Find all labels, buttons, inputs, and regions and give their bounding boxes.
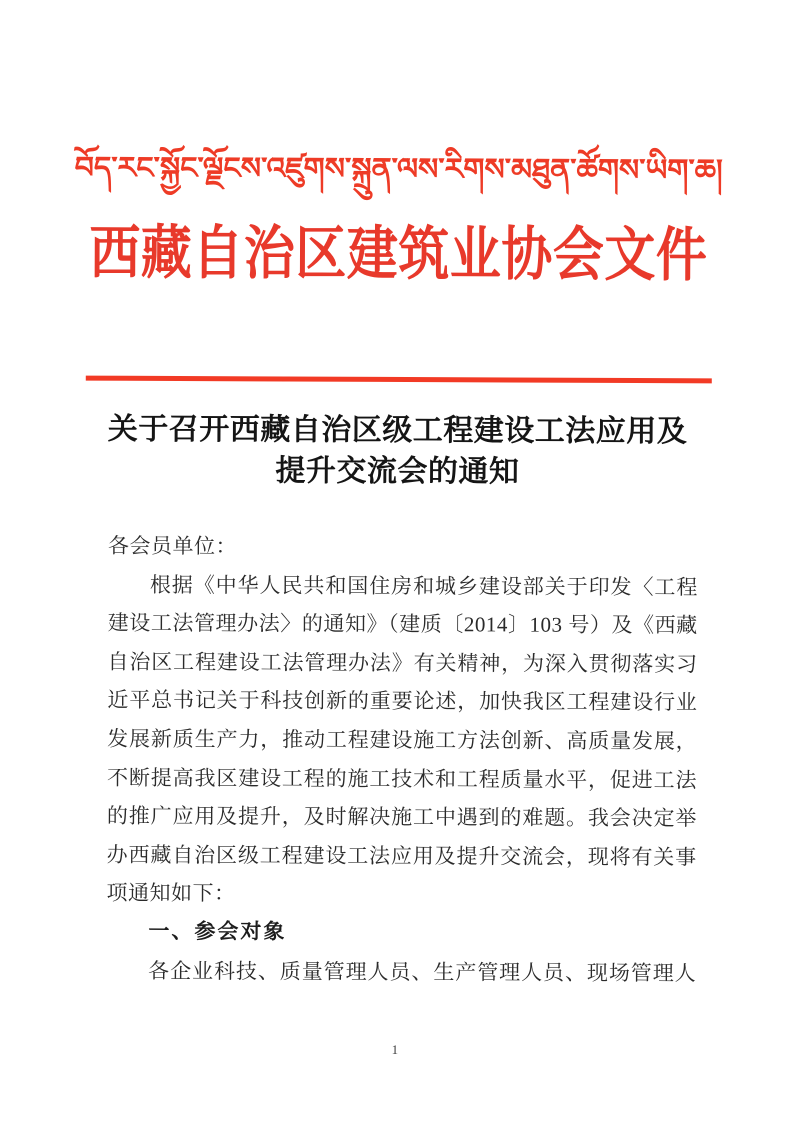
body-line: 办西藏自治区级工程建设工法应用及提升交流会，现将有关事 — [106, 842, 697, 870]
body-line: 根据《中华人民共和国住房和城乡建设部关于印发〈工程 — [149, 572, 698, 599]
body-line: 建设工法管理办法〉的通知》（建质〔2014〕103 号）及《西藏 — [107, 610, 698, 638]
page-number: 1 — [391, 1041, 399, 1057]
salutation-line: 各会员单位： — [108, 533, 238, 559]
letterhead-chinese-title: 西藏自治区建筑业协会文件 — [89, 221, 708, 289]
body-line: 近平总书记关于科技创新的重要论述，加快我区工程建设行业 — [107, 688, 698, 715]
notice-body — [106, 527, 698, 993]
letterhead-tibetan-title: བོད་རང་སྐྱོང་ལྗོངས་འཛུགས་སྐྲུན་ལས་རིགས་མཐུན་ཚོགས་ཡིག་ཆ། — [74, 151, 723, 188]
body-line: 项通知如下： — [106, 881, 236, 906]
body-line: 各企业科技、质量管理人员、生产管理人员、现场管理人 — [148, 958, 697, 985]
body-line: 自治区工程建设工法管理办法》有关精神，为深入贯彻落实习 — [107, 649, 698, 677]
notice-title-line-2: 提升交流会的通知 — [275, 454, 520, 489]
body-line: 发展新质生产力，推动工程建设施工方法创新、高质量发展， — [107, 726, 698, 754]
notice-title — [0, 408, 794, 493]
notice-title-line-1: 关于召开西藏自治区级工程建设工法应用及 — [107, 412, 688, 449]
section-heading-participants: 一、参会对象 — [148, 919, 287, 944]
body-line: 的推广应用及提升，及时解决施工中遇到的难题。我会决定举 — [106, 803, 697, 831]
letterhead-red-separator — [86, 376, 712, 384]
body-line: 不断提高我区建设工程的施工技术和工程质量水平，促进工法 — [106, 765, 698, 792]
